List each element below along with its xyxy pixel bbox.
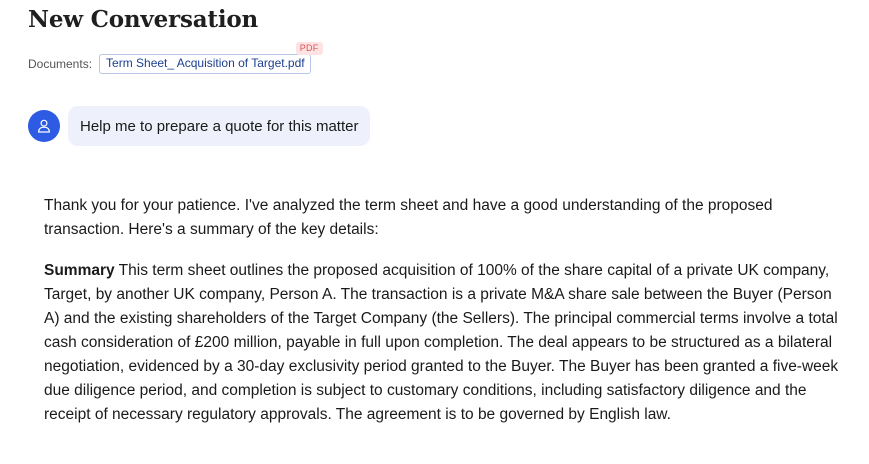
- documents-label: Documents:: [28, 57, 93, 71]
- response-intro: Thank you for your patience. I've analyzed the term sheet and have a good understanding of the proposed transaction. Here's a summary of the key details:: [44, 197, 773, 238]
- summary-body: This term sheet outlines the proposed acquisition of 100% of the share capital of a private UK company, Target, by another UK company, Person A. The transaction is a private M&A share sale between the Buyer (Person A) and the existing shareholders of the Target Company (the Sellers). The principal commercial terms involve a total cash consideration of £200 million, payable in full upon completion. The deal appears to be structured as a bilateral negotiation, evidenced by a 30-day exclusivity period granted to the Buyer. The Buyer has been granted a five-week due diligence period, and completion is subject to customary conditions, including satisfactory diligence and the receipt of necessary regulatory approvals. The agreement is to be governed by English law.: [44, 262, 839, 423]
- user-icon: [37, 119, 51, 133]
- pdf-badge: PDF: [296, 42, 323, 55]
- user-message-row: [28, 106, 370, 146]
- documents-row: [28, 43, 319, 74]
- document-file-name: Term Sheet_ Acquisition of Target.pdf: [106, 56, 305, 70]
- document-chip[interactable]: [99, 43, 319, 74]
- avatar: [28, 110, 60, 142]
- response-summary: [44, 259, 844, 427]
- user-message-text: Help me to prepare a quote for this matter: [80, 117, 359, 135]
- summary-heading: Summary: [44, 262, 115, 279]
- page-title: New Conversation: [28, 6, 259, 33]
- assistant-response: [44, 194, 844, 427]
- user-message-bubble: [68, 106, 370, 146]
